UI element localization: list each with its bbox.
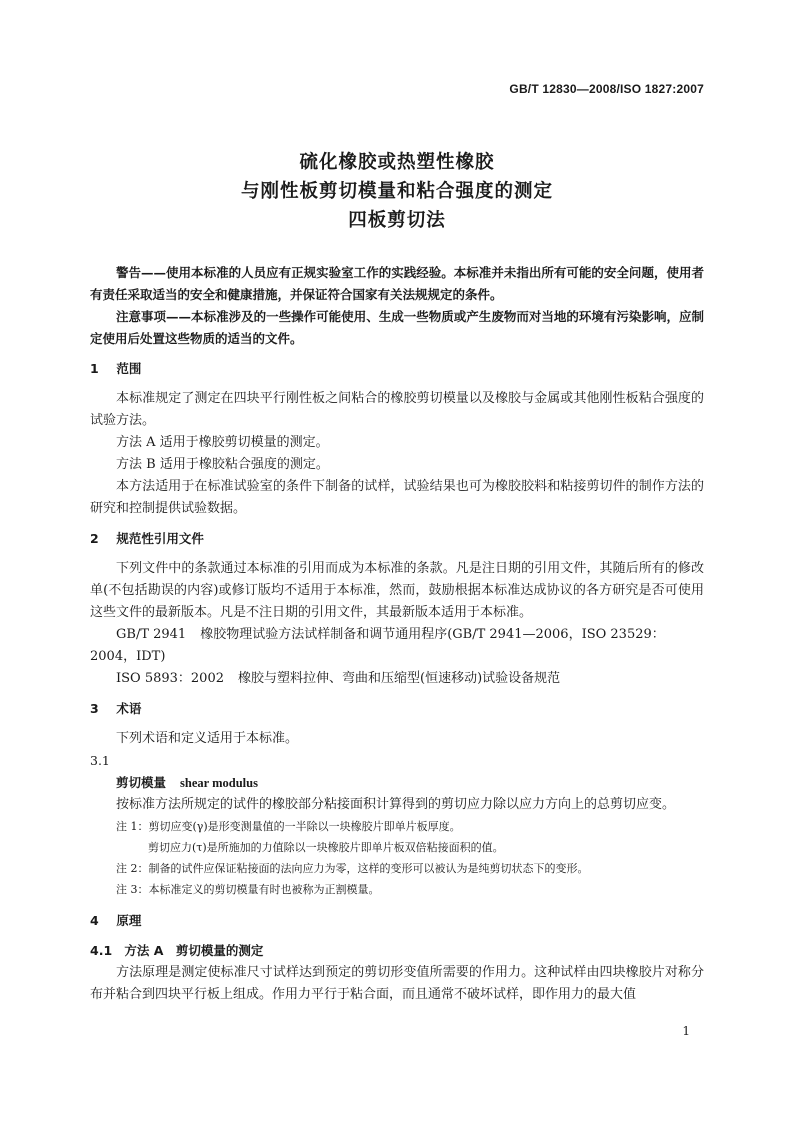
- section-1-para-3: 方法 B 适用于橡胶粘合强度的测定。: [116, 457, 329, 472]
- reference-2: ISO 5893：2002 橡胶与塑料拉伸、弯曲和压缩型(恒速移动)试验设备规范: [116, 671, 561, 686]
- section-2-heading: 2 规范性引用文件: [90, 531, 204, 546]
- standard-code: GB/T 12830—2008/ISO 1827:2007: [509, 82, 704, 96]
- note-2: 注 2：制备的试件应保证粘接面的法向应力为零，这样的变形可以被认为是纯剪切状态下的变形。: [116, 862, 589, 875]
- document-title: [0, 148, 794, 235]
- warning-text: 警告——使用本标准的人员应有正规实验室工作的实践经验。本标准并未指出所有可能的安全问题，使用者有责任采取适当的安全和健康措施，并保证符合国家有关法规规定的条件。: [90, 265, 704, 302]
- title-line-1: 硫化橡胶或热塑性橡胶: [299, 152, 495, 173]
- section-3-heading: 3 术语: [90, 701, 142, 716]
- section-1-para-1: 本标准规定了测定在四块平行刚性板之间粘合的橡胶剪切模量以及橡胶与金属或其他刚性板粘合强度的试验方法。: [90, 391, 704, 428]
- note-1: 注 1：剪切应变(γ)是形变测量值的一半除以一块橡胶片即单片板厚度。: [116, 820, 461, 833]
- section-4-para-1: 方法原理是测定使标准尺寸试样达到预定的剪切形变值所需要的作用力。这种试样由四块橡胶片对称分布并粘合到四块平行板上组成。作用力平行于粘合面，而且通常不破坏试样，即作用力的最大值: [90, 965, 704, 1002]
- title-line-2: 与刚性板剪切模量和粘合强度的测定: [240, 181, 553, 202]
- page-number: 1: [682, 1024, 690, 1038]
- section-3-para-1: 下列术语和定义适用于本标准。: [116, 731, 299, 746]
- section-1-para-2: 方法 A 适用于橡胶剪切模量的测定。: [116, 435, 329, 450]
- reference-1: GB/T 2941 橡胶物理试验方法试样制备和调节通用程序(GB/T 2941—2006，ISO 23529：2004，IDT): [90, 627, 665, 664]
- caution-text: 注意事项——本标准涉及的一些操作可能使用、生成一些物质或产生废物而对当地的环境有污染影响，应制定使用后处置这些物质的适当的文件。: [90, 309, 704, 346]
- note-1-continued: 剪切应力(τ)是所施加的力值除以一块橡胶片即单片板双倍粘接面积的值。: [148, 841, 504, 854]
- section-2-para-1: 下列文件中的条款通过本标准的引用而成为本标准的条款。凡是注日期的引用文件，其随后所有的修改单(不包括勘误的内容)或修订版均不适用于本标准，然而，鼓励根据本标准达成协议的各方研究是否可使用这些文件的最新版本。凡是不注日期的引用文件，其最新版本适用于本标准。: [90, 561, 704, 620]
- note-3: 注 3：本标准定义的剪切模量有时也被称为正割模量。: [116, 883, 380, 896]
- section-1-heading: 1 范围: [90, 361, 142, 376]
- subsection-4-1-heading: 4.1 方法 A 剪切模量的测定: [90, 943, 264, 958]
- document-body: [90, 262, 704, 1006]
- section-1-para-4: 本方法适用于在标准试验室的条件下制备的试样，试验结果也可为橡胶胶料和粘接剪切件的制作方法的研究和控制提供试验数据。: [90, 479, 704, 516]
- term-shear-modulus: 剪切模量 shear modulus: [116, 775, 258, 790]
- term-definition: 按标准方法所规定的试件的橡胶部分粘接面积计算得到的剪切应力除以应力方向上的总剪切应变。: [116, 797, 676, 812]
- section-4-heading: 4 原理: [90, 913, 142, 928]
- title-line-3: 四板剪切法: [348, 210, 446, 231]
- subsection-3-1-number: 3.1: [90, 753, 110, 768]
